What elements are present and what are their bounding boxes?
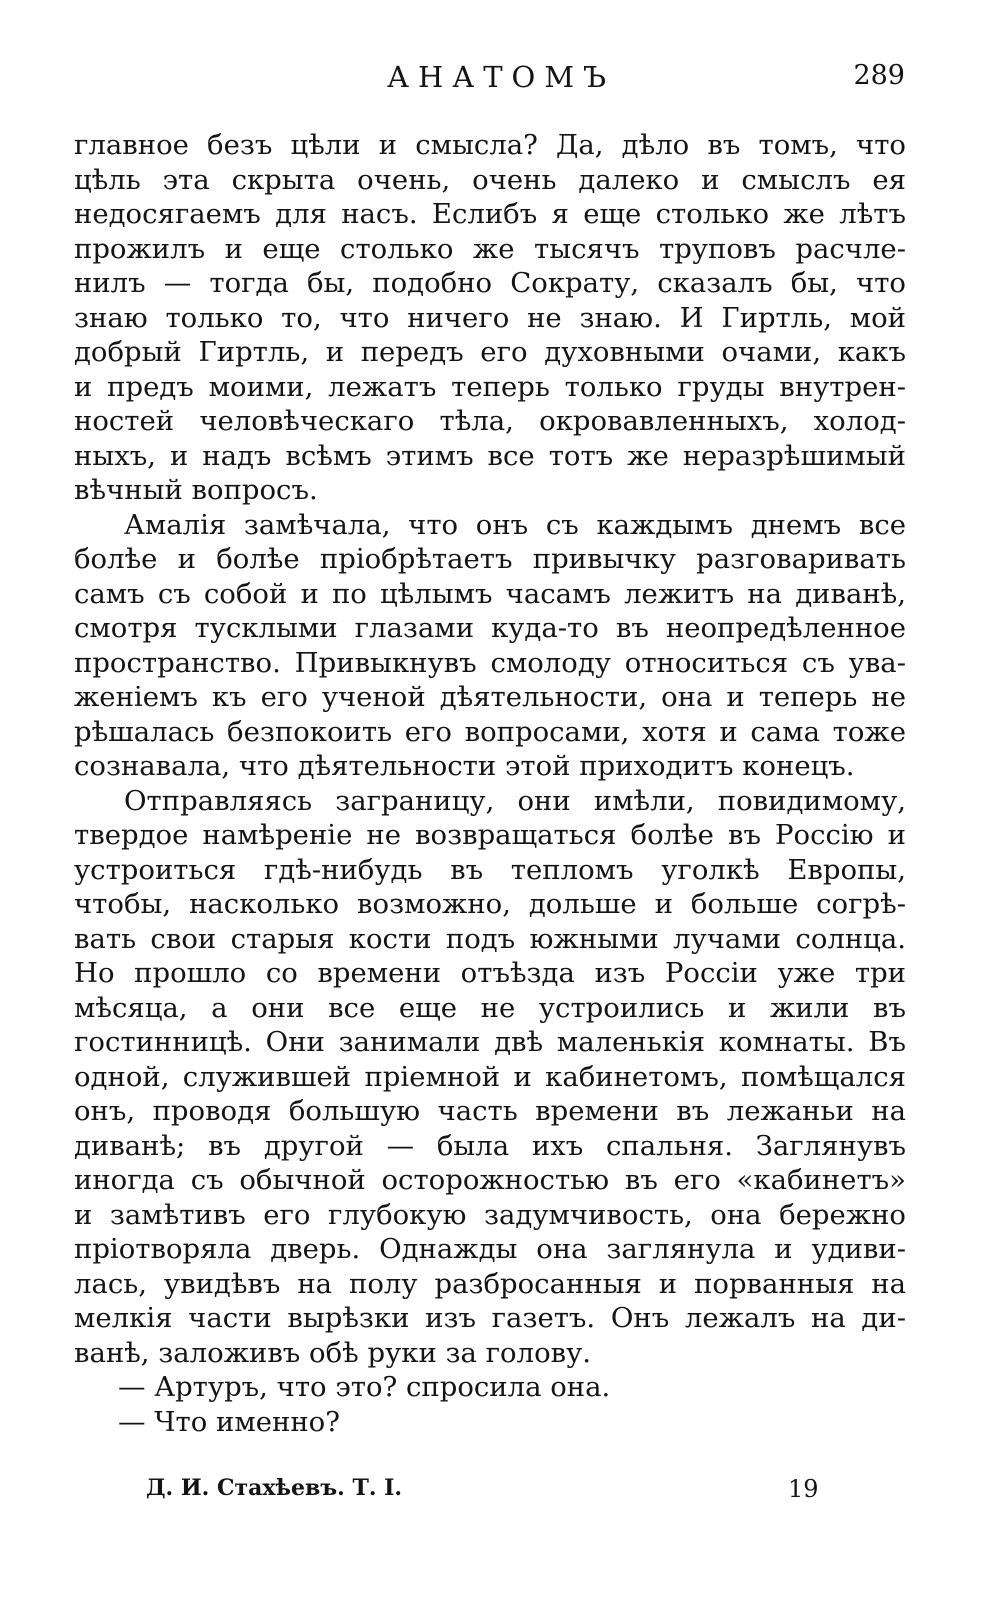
text-line: нилъ — тогда бы, подобно Сократу, сказалъ бы, что <box>74 267 906 299</box>
text-line: устроиться гдѣ-нибудь въ тепломъ уголкѣ Европы, <box>74 853 906 886</box>
text-line: и предъ моими, лежатъ теперь только груды внутрен- <box>74 370 906 403</box>
text-line: женіемъ къ его ученой дѣятельности, она и теперь не <box>74 681 906 713</box>
text-line: знаю только то, что ничего не знаю. И Гиртль, мой <box>74 301 906 334</box>
text-line: одной, служившей пріемной и кабинетомъ, помѣщался <box>74 1060 906 1093</box>
text-line: лась, увидѣвъ на полу разбросанныя и порванныя на <box>74 1267 906 1300</box>
text-line: Амалія замѣчала, что онъ съ каждымъ днемъ все <box>124 508 906 541</box>
paragraph <box>74 128 906 508</box>
text-line: гостинницѣ. Они занимали двѣ маленькія комнаты. Въ <box>74 1026 906 1058</box>
dialogue-line: — Что именно? <box>118 1405 340 1438</box>
text-line: вѣчный вопросъ. <box>74 474 318 506</box>
text-line: твердое намѣреніе не возвращаться болѣе въ Россію и <box>74 819 906 851</box>
footer-signature: Д. И. Стахѣевъ. Т. I. <box>146 1475 403 1501</box>
text-line: ныхъ, и надъ всѣмъ этимъ все тотъ же неразрѣшимый <box>74 439 906 472</box>
paragraph <box>74 508 906 784</box>
body-text <box>74 128 906 1439</box>
text-line: пространство. Привыкнувъ смолоду относиться съ ува- <box>74 646 906 679</box>
dialogue-line: — Артуръ, что это? спросила она. <box>118 1371 611 1403</box>
text-line: главное безъ цѣли и смысла? Да, дѣло въ томъ, что <box>74 129 906 161</box>
text-line: онъ, проводя большую часть времени въ лежаньи на <box>74 1095 906 1127</box>
text-line: самъ съ собой и по цѣлымъ часамъ лежитъ на диванѣ, <box>74 577 906 610</box>
text-line: пріотворяла дверь. Однажды она заглянула и удиви- <box>74 1233 906 1265</box>
text-line: мѣсяца, а они все еще не устроились и жили въ <box>74 991 906 1024</box>
text-line: цѣль эта скрыта очень, очень далеко и смыслъ ея <box>74 163 906 196</box>
text-line: рѣшалась безпокоить его вопросами, хотя и сама тоже <box>74 715 906 748</box>
text-line: и замѣтивъ его глубокую задумчивость, она бережно <box>74 1198 906 1231</box>
text-line: недосягаемъ для насъ. Еслибъ я еще столько же лѣтъ <box>74 198 906 230</box>
text-line: ностей человѣческаго тѣла, окровавленныхъ, холод- <box>74 405 906 437</box>
text-line: чтобы, насколько возможно, дольше и больше согрѣ- <box>74 888 906 920</box>
page-number: 289 <box>853 60 905 91</box>
text-line: сознавала, что дѣятельности этой приходитъ конецъ. <box>74 750 855 782</box>
text-line: вать свои старыя кости подъ южными лучами солнца. <box>74 922 906 955</box>
text-line: мелкія части вырѣзки изъ газетъ. Онъ лежалъ на ди- <box>74 1302 906 1334</box>
text-line: Отправляясь заграницу, они имѣли, повидимому, <box>124 784 906 817</box>
running-head <box>0 60 1000 100</box>
text-line: иногда съ обычной осторожностью въ его «кабинетъ» <box>74 1164 906 1196</box>
text-line: ванѣ, заложивъ обѣ руки за голову. <box>74 1336 592 1369</box>
page-footer <box>0 1475 1000 1511</box>
text-line: прожилъ и еще столько же тысячъ труповъ расчле- <box>74 232 906 265</box>
text-line: добрый Гиртль, и передъ его духовными очами, какъ <box>74 336 906 368</box>
text-line: болѣе и болѣе пріобрѣтаетъ привычку разговаривать <box>74 543 906 575</box>
sheet-number: 19 <box>788 1475 819 1503</box>
text-line: смотря тусклыми глазами куда-то въ неопредѣленное <box>74 612 906 644</box>
text-line: Но прошло со времени отъѣзда изъ Россіи уже три <box>74 957 906 989</box>
paragraph <box>74 784 906 1371</box>
running-title: АНАТОМЪ <box>387 60 616 94</box>
text-line: диванѣ; въ другой — была ихъ спальня. Заглянувъ <box>74 1129 906 1162</box>
